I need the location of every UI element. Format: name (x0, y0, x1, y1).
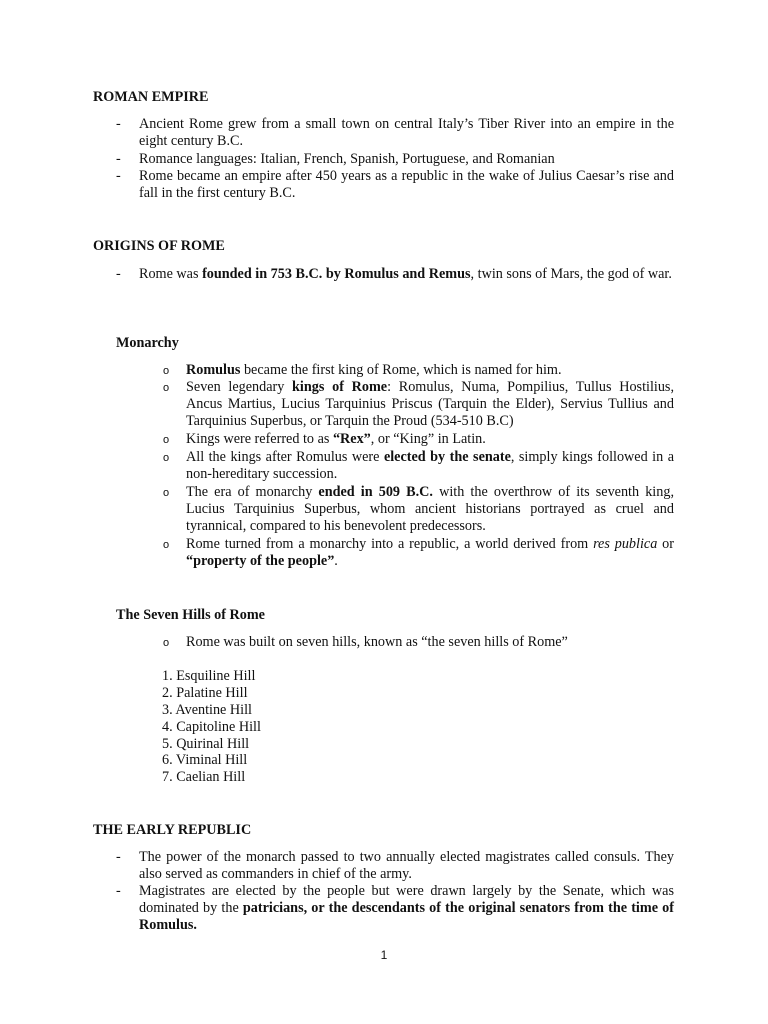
bullet-text: Ancient Rome grew from a small town on central Italy’s Tiber River into an empire in the eight century B.C. (139, 116, 674, 149)
hill-item: 7. Caelian Hill (162, 769, 246, 785)
bullet-text: Rome was founded in 753 B.C. by Romulus and Remus, twin sons of Mars, the god of war. (139, 266, 672, 282)
subheading-seven-hills: The Seven Hills of Rome (116, 607, 265, 623)
page-number: 1 (380, 948, 388, 962)
circle-bullet: o (163, 487, 170, 499)
dash-bullet: - (116, 266, 121, 282)
hill-item: 3. Aventine Hill (162, 702, 252, 718)
hill-item: 2. Palatine Hill (162, 685, 248, 701)
list-item: Seven legendary kings of Rome: Romulus, Numa, Pompilius, Tullus Hostilius, Ancus Martius, Lucius Tarquinius Priscus (Tarquin the Elder), Servius Tullius and Tarquinius Superbus, or Tarquin the Proud (534-510 B.C) (186, 379, 675, 429)
circle-bullet: o (163, 452, 170, 464)
list-item: The era of monarchy ended in 509 B.C. with the overthrow of its seventh king, Lucius Tarquinius Superbus, whom ancient historians portrayed as cruel and tyrannical, compared to his benevolent predecessors. (186, 484, 674, 534)
dash-bullet: - (116, 168, 121, 184)
subheading-monarchy: Monarchy (116, 335, 179, 351)
section-heading-roman-empire: ROMAN EMPIRE (93, 89, 209, 105)
circle-bullet: o (163, 365, 170, 377)
dash-bullet: - (116, 883, 121, 899)
hill-item: 5. Quirinal Hill (162, 736, 250, 752)
dash-bullet: - (116, 116, 121, 132)
list-item: All the kings after Romulus were elected by the senate, simply kings followed in a non-hereditary succession. (186, 449, 675, 482)
bullet-text: Romance languages: Italian, French, Spanish, Portuguese, and Romanian (139, 151, 555, 167)
circle-bullet: o (163, 382, 170, 394)
list-item: Rome was built on seven hills, known as “the seven hills of Rome” (186, 634, 568, 650)
hill-item: 6. Viminal Hill (162, 752, 248, 768)
section-heading-origins: ORIGINS OF ROME (93, 238, 225, 254)
circle-bullet: o (163, 637, 170, 649)
hill-item: 1. Esquiline Hill (162, 668, 256, 684)
circle-bullet: o (163, 539, 170, 551)
circle-bullet: o (163, 434, 170, 446)
bullet-text: Rome became an empire after 450 years as a republic in the wake of Julius Caesar’s rise and fall in the first century B.C. (139, 168, 674, 201)
bullet-text: The power of the monarch passed to two annually elected magistrates called consuls. They also served as commanders in chief of the army. (139, 849, 674, 882)
list-item: Rome turned from a monarchy into a republic, a world derived from res publica or “property of the people”. (186, 536, 674, 569)
bullet-text: Magistrates are elected by the people but were drawn largely by the Senate, which was dominated by the patricians, or the descendants of the original senators from the time of Romulus. (139, 883, 674, 933)
list-item: Kings were referred to as “Rex”, or “King” in Latin. (186, 431, 486, 447)
hill-item: 4. Capitoline Hill (162, 719, 261, 735)
list-item: Romulus became the first king of Rome, which is named for him. (186, 362, 562, 378)
dash-bullet: - (116, 849, 121, 865)
section-heading-early-republic: THE EARLY REPUBLIC (93, 822, 252, 838)
dash-bullet: - (116, 151, 121, 167)
